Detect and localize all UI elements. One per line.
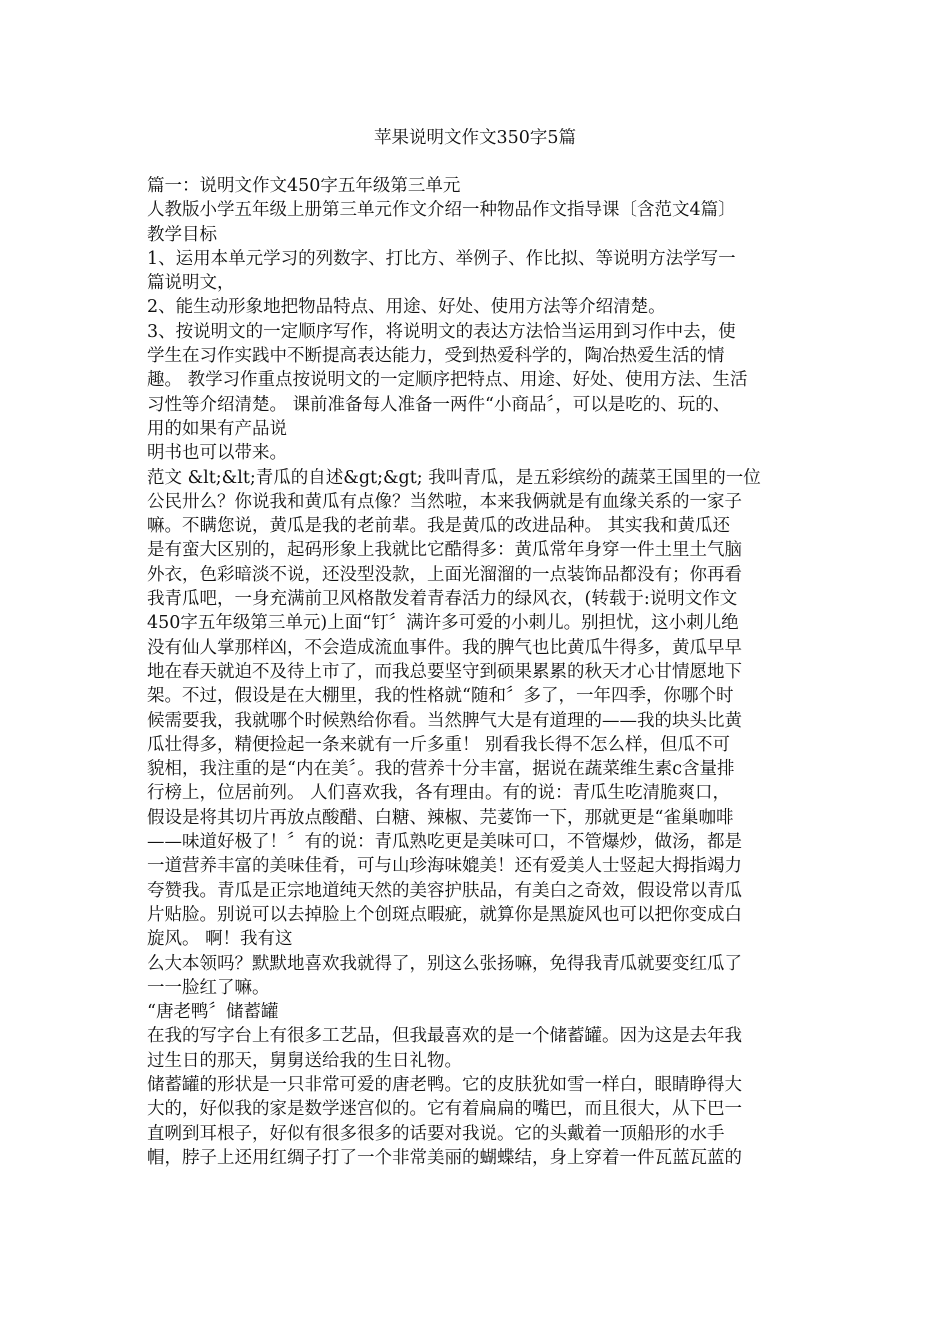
document-title: 苹果说明文作文350字5篇 <box>373 128 577 148</box>
document-body <box>147 174 812 1170</box>
body-line: 教学目标 <box>147 224 217 245</box>
body-line: 2、能生动形象地把物品特点、用途、好处、使用方法等介绍清楚。 <box>147 297 666 318</box>
body-line: 篇一：说明文作文450字五年级第三单元 <box>147 176 461 196</box>
body-line: 一道营养丰富的美味佳肴，可与山珍海味媲美！还有爱美人士竖起大拇指竭力 <box>147 856 742 877</box>
body-line: 在我的写字台上有很多工艺品，但我最喜欢的是一个储蓄罐。因为这是去年我 <box>147 1026 742 1047</box>
body-line: 夸赞我。青瓜是正宗地道纯天然的美容护肤品，有美白之奇效，假设常以青瓜 <box>147 880 742 901</box>
body-line: 习性等介绍清楚。 课前准备每人准备一两件“小商品〞，可以是吃的、玩的、 <box>147 394 731 415</box>
body-line: 行榜上，位居前列。 人们喜欢我，各有理由。有的说：青瓜生吃清脆爽口， <box>147 783 731 804</box>
body-line: 旋风。 啊！我有这 <box>147 929 293 950</box>
body-line: 一一脸红了嘛。 <box>147 977 270 998</box>
body-line: 是有蛮大区别的，起码形象上我就比它酷得多：黄瓜常年身穿一件土里土气脑 <box>147 540 742 561</box>
body-line: 范文 &lt;&lt;青瓜的自述&gt;&gt; 我叫青瓜，是五彩缤纷的蔬菜王国里的一位 <box>147 467 761 488</box>
body-line: 嘛。不瞒您说，黄瓜是我的老前辈。我是黄瓜的改进品种。 其实我和黄瓜还 <box>147 516 731 537</box>
body-line: 瓜壮得多，精便捡起一条来就有一斤多重！ 别看我长得不怎么样，但瓜不可 <box>147 734 731 755</box>
body-line: 趣。 教学习作重点按说明文的一定顺序把特点、用途、好处、使用方法、生活 <box>147 370 748 391</box>
body-line: 貌相，我注重的是“内在美〞。我的营养十分丰富，据说在蔬菜维生素c含量排 <box>147 759 735 780</box>
body-line: 假设是将其切片再放点酸醋、白糖、辣椒、芫荽饰一下，那就更是“雀巢咖啡 <box>147 807 734 828</box>
body-line: 3、按说明文的一定顺序写作，将说明文的表达方法恰当运用到习作中去，使 <box>147 321 736 342</box>
body-line: 人教版小学五年级上册第三单元作文介绍一种物品作文指导课〔含范文4篇〕 <box>147 200 736 221</box>
body-line: 没有仙人掌那样凶，不会造成流血事件。我的脾气也比黄瓜牛得多，黄瓜早早 <box>147 637 742 658</box>
body-line: 么大本领吗？默默地喜欢我就得了，别这么张扬嘛，免得我青瓜就要变红瓜了 <box>147 953 742 974</box>
body-line: ——味道好极了！〞有的说：青瓜熟吃更是美味可口，不管爆炒，做汤，都是 <box>147 832 742 853</box>
body-line: 直咧到耳根子，好似有很多很多的话要对我说。它的头戴着一顶船形的水手 <box>147 1123 725 1144</box>
body-line: 帽，脖子上还用红绸子打了一个非常美丽的蝴蝶结，身上穿着一件瓦蓝瓦蓝的 <box>147 1147 742 1168</box>
body-line: 450字五年级第三单元)上面“钉〞满许多可爱的小刺儿。别担忧，这小刺儿绝 <box>147 613 739 634</box>
body-line: “唐老鸭〞储蓄罐 <box>147 1002 279 1023</box>
body-line: 储蓄罐的形状是一只非常可爱的唐老鸭。它的皮肤犹如雪一样白，眼睛睁得大 <box>147 1074 742 1095</box>
body-line: 外衣，色彩暗淡不说，还没型没款，上面光溜溜的一点装饰品都没有；你再看 <box>147 564 742 585</box>
body-line: 明书也可以带来。 <box>147 443 287 464</box>
body-line: 学生在习作实践中不断提高表达能力，受到热爱科学的，陶冶热爱生活的情 <box>147 346 725 367</box>
body-line: 候需要我，我就哪个时候熟给你看。当然脾气大是有道理的——我的块头比黄 <box>147 710 742 731</box>
body-line: 架。不过，假设是在大棚里，我的性格就“随和〞多了，一年四季，你哪个时 <box>147 686 734 707</box>
body-line: 篇说明文， <box>147 273 235 294</box>
body-line: 片贴脸。别说可以去掉脸上个创斑点暇疵，就算你是黑旋风也可以把你变成白 <box>147 904 742 925</box>
body-line: 1、运用本单元学习的列数字、打比方、举例子、作比拟、等说明方法学写一 <box>147 248 736 269</box>
body-line: 地在春天就迫不及待上市了，而我总要坚守到硕果累累的秋天才心甘情愿地下 <box>147 661 742 682</box>
body-line: 大的，好似我的家是数学迷宫似的。它有着扁扁的嘴巴，而且很大，从下巴一 <box>147 1099 742 1120</box>
body-line: 我青瓜吧，一身充满前卫风格散发着青春活力的绿风衣，(转载于:说明文作文 <box>147 589 738 610</box>
body-line: 过生日的那天，舅舅送给我的生日礼物。 <box>147 1050 462 1071</box>
body-line: 用的如果有产品说 <box>147 418 287 439</box>
body-line: 公民卅么？你说我和黄瓜有点像？当然啦，本来我俩就是有血缘关系的一家子 <box>147 491 742 512</box>
